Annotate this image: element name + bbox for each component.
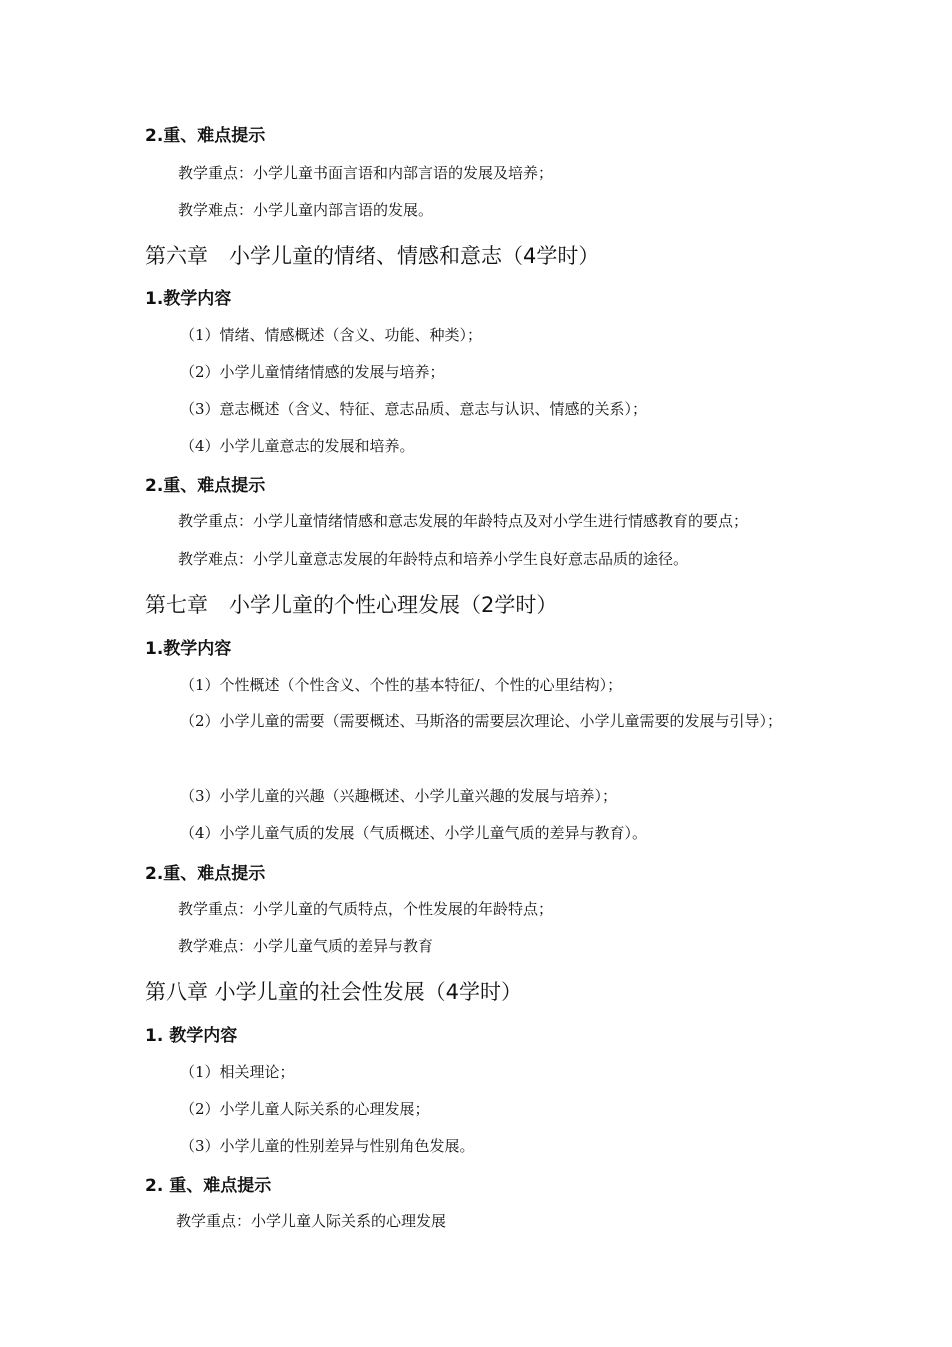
content-item: （2）小学儿童的需要（需要概述、马斯洛的需要层次理论、小学儿童需要的发展与引导）； (180, 712, 783, 730)
content-item: （2）小学儿童人际关系的心理发展； (180, 1100, 430, 1118)
content-item: （2）小学儿童情绪情感的发展与培养； (180, 363, 445, 381)
content-item: （1）情绪、情感概述（含义、功能、种类）； (180, 326, 483, 344)
content-item: （4）小学儿童意志的发展和培养。 (180, 437, 415, 455)
teaching-focus: 教学重点：小学儿童情绪情感和意志发展的年龄特点及对小学生进行情感教育的要点； (178, 512, 749, 530)
chapter-7-title: 第七章 小学儿童的个性心理发展（2学时） (145, 593, 558, 617)
section-heading-difficulty: 2. 重、难点提示 (145, 1176, 272, 1196)
content-item: （4）小学儿童气质的发展（气质概述、小学儿童气质的差异与教育）。 (180, 824, 648, 842)
section-heading-difficulty: 2.重、难点提示 (145, 476, 266, 496)
teaching-focus: 教学重点：小学儿童的气质特点，个性发展的年龄特点； (178, 900, 554, 918)
chapter-6-title: 第六章 小学儿童的情绪、情感和意志（4学时） (145, 244, 600, 268)
teaching-difficulty: 教学难点：小学儿童意志发展的年龄特点和培养小学生良好意志品质的途径。 (178, 550, 689, 568)
chapter-8-title: 第八章 小学儿童的社会性发展（4学时） (145, 980, 523, 1004)
teaching-focus: 教学重点：小学儿童人际关系的心理发展 (176, 1212, 447, 1230)
teaching-difficulty: 教学难点：小学儿童气质的差异与教育 (178, 937, 434, 955)
section-heading-difficulty: 2.重、难点提示 (145, 864, 266, 884)
content-item: （1）个性概述（个性含义、个性的基本特征/、个性的心里结构）； (180, 676, 623, 694)
section-heading-content: 1.教学内容 (145, 639, 232, 659)
content-item: （3）小学儿童的性别差异与性别角色发展。 (180, 1137, 475, 1155)
content-item: （3）小学儿童的兴趣（兴趣概述、小学儿童兴趣的发展与培养）； (180, 787, 618, 805)
section-heading-content: 1. 教学内容 (145, 1026, 238, 1046)
section-heading-difficulty: 2.重、难点提示 (145, 126, 266, 146)
teaching-difficulty: 教学难点：小学儿童内部言语的发展。 (178, 201, 434, 219)
section-heading-content: 1.教学内容 (145, 289, 232, 309)
content-item: （3）意志概述（含义、特征、意志品质、意志与认识、情感的关系）； (180, 400, 648, 418)
content-item: （1）相关理论； (180, 1063, 295, 1081)
teaching-focus: 教学重点：小学儿童书面言语和内部言语的发展及培养； (178, 164, 554, 182)
